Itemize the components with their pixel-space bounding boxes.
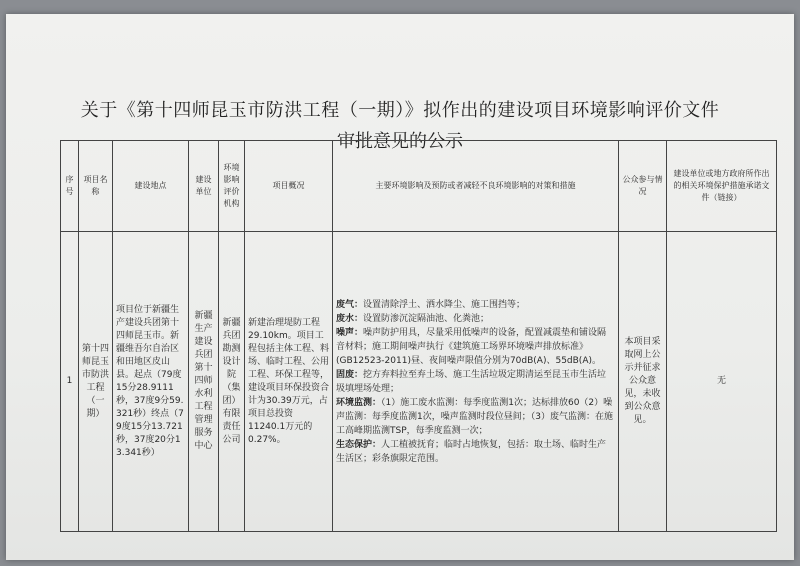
header-eia-agency: 环境影响评价机构 bbox=[219, 141, 245, 232]
header-commitment: 建设单位或地方政府所作出的相关环境保护措施承诺文件（链接） bbox=[667, 141, 777, 232]
measure-ecology: 生态保护：人工植被抚育；临时占地恢复，包括：取土场、临时生产生活区；彩条旗限定范围。 bbox=[336, 439, 607, 464]
cell-seq: 1 bbox=[61, 232, 79, 532]
cell-builder: 新疆生产建设兵团第十四师水利工程管理服务中心 bbox=[189, 232, 219, 532]
cell-eia-agency: 新疆兵团勘测设计院（集团）有限责任公司 bbox=[219, 232, 245, 532]
cell-public: 本项目采取网上公示并征求公众意见，未收到公众意见。 bbox=[619, 232, 667, 532]
measure-monitoring: 环境监测：（1）施工废水监测：每季度监测1次；达标排放60（2）噪声监测：每季度监测1次，噪声监测时段位昼间；（3）废气监测：在施工高峰期监测TSP，每季度监测一次； bbox=[336, 397, 613, 436]
cell-overview: 新建治理堤防工程29.10km。项目工程包括主体工程、料场、临时工程、公用工程、环保工程等，建设项目环保投资合计为30.39万元，占项目总投资11240.1万元的0.27%。 bbox=[245, 232, 333, 532]
header-measures: 主要环境影响及预防或者减轻不良环境影响的对策和措施 bbox=[333, 141, 619, 232]
table-header-row bbox=[61, 141, 777, 232]
header-project-name: 项目名称 bbox=[79, 141, 113, 232]
cell-commitment: 无 bbox=[667, 232, 777, 532]
header-overview: 项目概况 bbox=[245, 141, 333, 232]
measure-solid: 固废：挖方弃料拉至弃土场、施工生活垃圾定期清运至昆玉市生活垃圾填埋场处理； bbox=[336, 369, 607, 394]
header-seq: 序号 bbox=[61, 141, 79, 232]
measure-noise: 噪声：噪声防护用具，尽量采用低噪声的设备，配置减震垫和铺设隔音材料；施工期间噪声执行《建筑施工场界环境噪声排放标准》(GB12523-2011)昼、夜间噪声限值分别为70dB(A)、55dB(A)。 bbox=[336, 327, 607, 366]
approval-table bbox=[60, 140, 777, 532]
doc-title-line1: 关于《第十四师昆玉市防洪工程（一期）》拟作出的建设项目环境影响评价文件 bbox=[80, 100, 720, 121]
cell-measures bbox=[333, 232, 619, 532]
cell-location: 项目位于新疆生产建设兵团第十四师昆玉市。新疆维吾尔自治区和田地区皮山县。起点（79度15分28.9111秒，37度9分59.321秒）终点（79度15分13.721秒，37度20分13.341秒） bbox=[113, 232, 189, 532]
header-public: 公众参与情况 bbox=[619, 141, 667, 232]
table-row bbox=[61, 232, 777, 532]
measure-waste-water: 废水：设置防渗沉淀隔油池、化粪池； bbox=[336, 313, 490, 324]
doc-title-line2: 审批意见的公示 bbox=[337, 131, 463, 152]
measure-waste-gas: 废气：设置清除浮土、洒水降尘、施工围挡等； bbox=[336, 299, 526, 310]
header-builder: 建设单位 bbox=[189, 141, 219, 232]
header-location: 建设地点 bbox=[113, 141, 189, 232]
cell-project-name: 第十四师昆玉市防洪工程（一期） bbox=[79, 232, 113, 532]
